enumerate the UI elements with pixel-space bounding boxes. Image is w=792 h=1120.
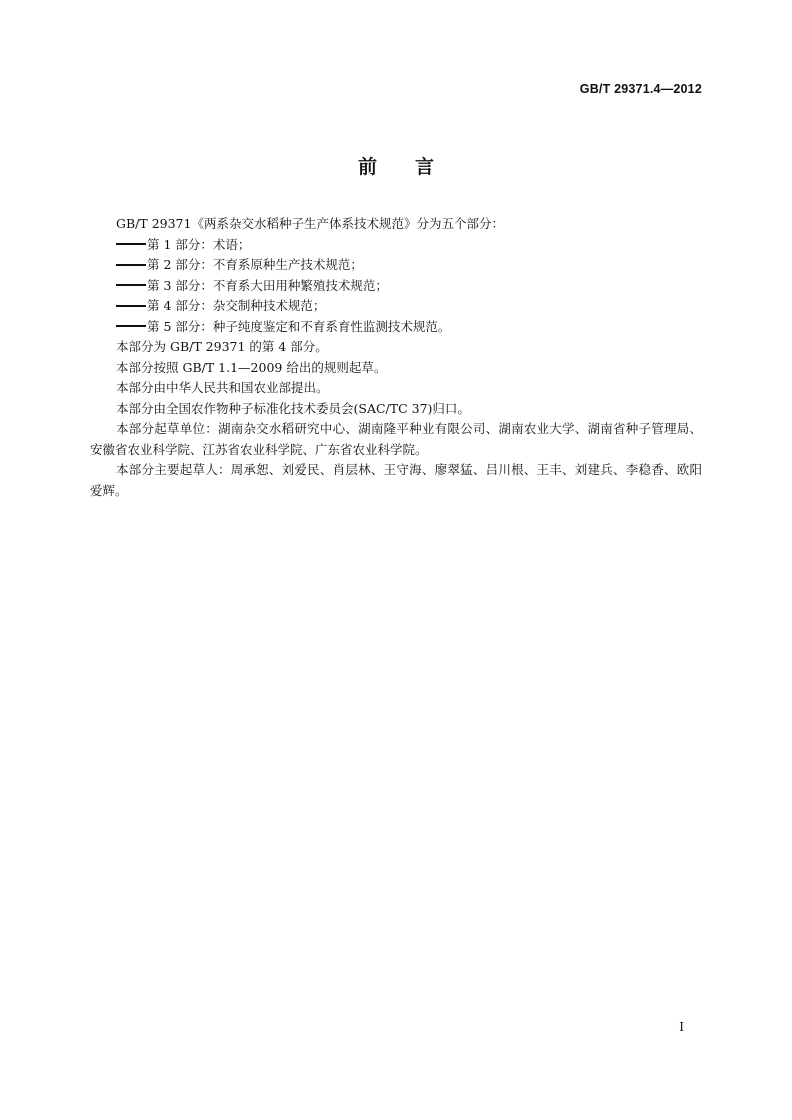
dash-mark [116,243,146,245]
part-list-item [90,235,702,256]
paragraph-drafting-units: 本部分起草单位：湖南杂交水稻研究中心、湖南隆平种业有限公司、湖南农业大学、湖南省种子管理局、安徽省农业科学院、江苏省农业科学院、广东省农业科学院。 [90,421,702,457]
part-list-item [90,296,702,317]
dash-mark [116,325,146,327]
part-list-item-text: 第 5 部分：种子纯度鉴定和不育系育性监测技术规范。 [147,318,451,334]
page-title-char-1: 前 [357,156,377,178]
page-title [0,152,792,179]
dash-mark [116,264,146,266]
standard-code: GB/T 29371.4—2012 [579,82,702,96]
part-list-item-text: 第 4 部分：杂交制种技术规范； [147,298,326,313]
part-list-item [90,255,702,276]
paragraph-part-number: 本部分为 GB/T 29371 的第 4 部分。 [116,339,328,354]
intro-paragraph: GB/T 29371《两系杂交水稻种子生产体系技术规范》分为五个部分： [116,216,504,231]
dash-mark [116,284,146,286]
part-list-item-text: 第 1 部分：术语； [147,236,251,252]
part-list-item-text: 第 3 部分：不育系大田用种繁殖技术规范； [147,277,388,293]
paragraph-proposed-by: 本部分由中华人民共和国农业部提出。 [116,380,329,395]
foreword-body [90,214,702,501]
part-list-item [90,317,702,338]
dash-mark [116,305,146,307]
paragraph-drafting-rules: 本部分按照 GB/T 1.1—2009 给出的规则起草。 [116,359,387,375]
page-title-char-2: 言 [415,156,435,178]
paragraph-drafters: 本部分主要起草人：周承恕、刘爱民、肖层林、王守海、廖翠猛、吕川根、王丰、刘建兵、李稳香、欧阳爱辉。 [90,462,702,498]
part-list-item [90,276,702,297]
page-number: I [679,1020,684,1034]
paragraph-centralized-by: 本部分由全国农作物种子标准化技术委员会(SAC/TC 37)归口。 [116,400,470,416]
part-list-item-text: 第 2 部分：不育系原种生产技术规范； [147,257,363,272]
